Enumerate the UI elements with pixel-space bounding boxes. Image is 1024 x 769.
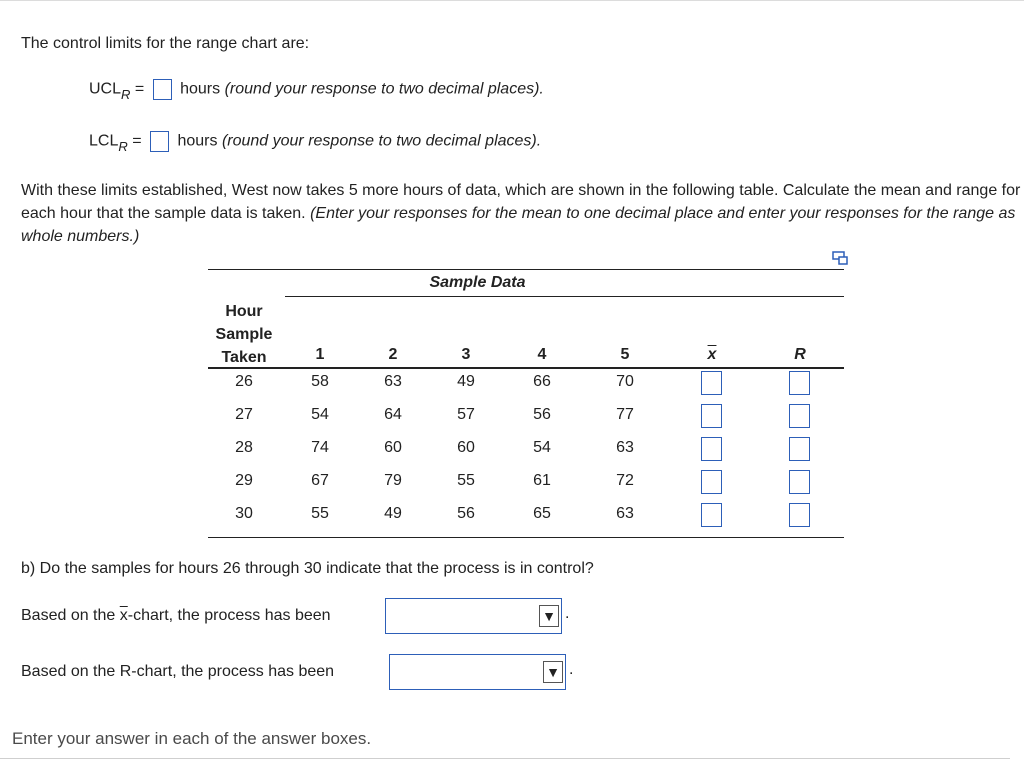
rchart-dropdown-arrow-icon[interactable]: ▼	[543, 661, 563, 683]
range-answer-box[interactable]	[789, 404, 810, 428]
hour-header-line-3: Taken	[221, 349, 267, 366]
lcl-subscript: R	[118, 138, 128, 154]
sample-value-cell: 66	[533, 373, 551, 390]
lcl-equals: =	[132, 132, 142, 150]
lcl-row	[89, 131, 541, 152]
r-header: R	[794, 346, 806, 363]
intro-text: The control limits for the range chart are:	[21, 35, 310, 52]
ucl-equals: =	[134, 80, 145, 98]
sample-value-cell: 56	[457, 505, 475, 522]
sample-value-cell: 63	[616, 505, 634, 522]
range-answer-box[interactable]	[789, 503, 810, 527]
col-header-3: 3	[461, 346, 471, 363]
lcl-label: LCL	[89, 132, 119, 150]
col-header-4: 4	[537, 346, 547, 363]
range-answer-box[interactable]	[789, 437, 810, 461]
question-b: b) Do the samples for hours 26 through 30 indicate that the process is in control?	[21, 560, 594, 577]
ucl-subscript: R	[121, 86, 131, 102]
ucl-hint: (round your response to two decimal places).	[224, 80, 544, 98]
sample-value-cell: 64	[384, 406, 402, 423]
sample-value-cell: 57	[457, 406, 475, 423]
sample-value-cell: 61	[533, 472, 551, 489]
range-answer-box[interactable]	[789, 470, 810, 494]
hour-header-line-1: Hour	[225, 303, 263, 320]
lcl-hint: (round your response to two decimal places).	[221, 132, 542, 150]
sample-value-cell: 55	[457, 472, 475, 489]
row-hour-cell: 28	[235, 439, 253, 456]
sample-value-cell: 63	[616, 439, 634, 456]
copy-icon[interactable]	[832, 251, 848, 265]
sample-value-cell: 54	[533, 439, 551, 456]
sample-value-cell: 49	[384, 505, 402, 522]
sample-value-cell: 54	[311, 406, 329, 423]
instructions-paragraph	[21, 179, 1021, 248]
xchart-label-before: Based on the	[21, 607, 120, 624]
group-header-rule	[285, 296, 844, 297]
xchart-x-symbol: $\overline{x}$	[119, 607, 128, 624]
rchart-dropdown[interactable]	[389, 654, 566, 690]
xbar-answer-box[interactable]	[701, 371, 722, 395]
range-answer-box[interactable]	[789, 371, 810, 395]
col-header-5: 5	[620, 346, 630, 363]
bottom-divider	[0, 758, 1010, 759]
xchart-period: .	[565, 605, 570, 622]
ucl-unit: hours	[180, 80, 221, 98]
sample-data-header: Sample Data	[429, 274, 526, 291]
sample-value-cell: 72	[616, 472, 634, 489]
sample-value-cell: 74	[311, 439, 329, 456]
sample-value-cell: 79	[384, 472, 402, 489]
xchart-dropdown[interactable]	[385, 598, 562, 634]
hour-header	[208, 300, 280, 369]
rchart-period: .	[569, 661, 574, 678]
xchart-label-after: -chart, the process has been	[127, 607, 331, 624]
sample-value-cell: 60	[384, 439, 402, 456]
xbar-answer-box[interactable]	[701, 503, 722, 527]
rchart-label: Based on the R-chart, the process has been	[21, 663, 335, 680]
top-divider	[0, 0, 1024, 1]
ucl-row	[89, 79, 544, 100]
instructions-text: With these limits established, West now takes 5 more hours of data, which are shown in the following table. Calculate the mean and range for each hour that the sample data is taken.	[21, 182, 1021, 222]
row-hour-cell: 29	[235, 472, 253, 489]
xbar-answer-box[interactable]	[701, 470, 722, 494]
footer-instructions: Enter your answer in each of the answer boxes.	[12, 729, 372, 748]
sample-value-cell: 77	[616, 406, 634, 423]
ucl-label: UCL	[89, 80, 122, 98]
sample-value-cell: 63	[384, 373, 402, 390]
hour-header-line-2: Sample	[215, 326, 273, 343]
sample-value-cell: 65	[533, 505, 551, 522]
sample-value-cell: 58	[311, 373, 329, 390]
col-header-1: 1	[315, 346, 325, 363]
col-header-2: 2	[388, 346, 398, 363]
sample-value-cell: 70	[616, 373, 634, 390]
sample-value-cell: 49	[457, 373, 475, 390]
xchart-dropdown-arrow-icon[interactable]: ▼	[539, 605, 559, 627]
row-hour-cell: 27	[235, 406, 253, 423]
row-hour-cell: 26	[235, 373, 253, 390]
sample-value-cell: 67	[311, 472, 329, 489]
lcl-unit: hours	[177, 132, 218, 150]
xbar-answer-box[interactable]	[701, 437, 722, 461]
xbar-answer-box[interactable]	[701, 404, 722, 428]
table-bottom-rule	[208, 537, 844, 538]
sample-value-cell: 56	[533, 406, 551, 423]
table-top-rule	[208, 269, 844, 270]
xbar-header: $\overline{x}$	[707, 346, 717, 363]
xchart-label	[21, 607, 331, 625]
ucl-answer-box[interactable]	[153, 79, 172, 100]
sample-value-cell: 60	[457, 439, 475, 456]
header-bottom-rule	[208, 367, 844, 369]
instructions-hint: (Enter your responses for the mean to one decimal place and enter your responses for the range as whole numbers.)	[21, 205, 1016, 245]
sample-value-cell: 55	[311, 505, 329, 522]
lcl-answer-box[interactable]	[150, 131, 169, 152]
row-hour-cell: 30	[235, 505, 253, 522]
